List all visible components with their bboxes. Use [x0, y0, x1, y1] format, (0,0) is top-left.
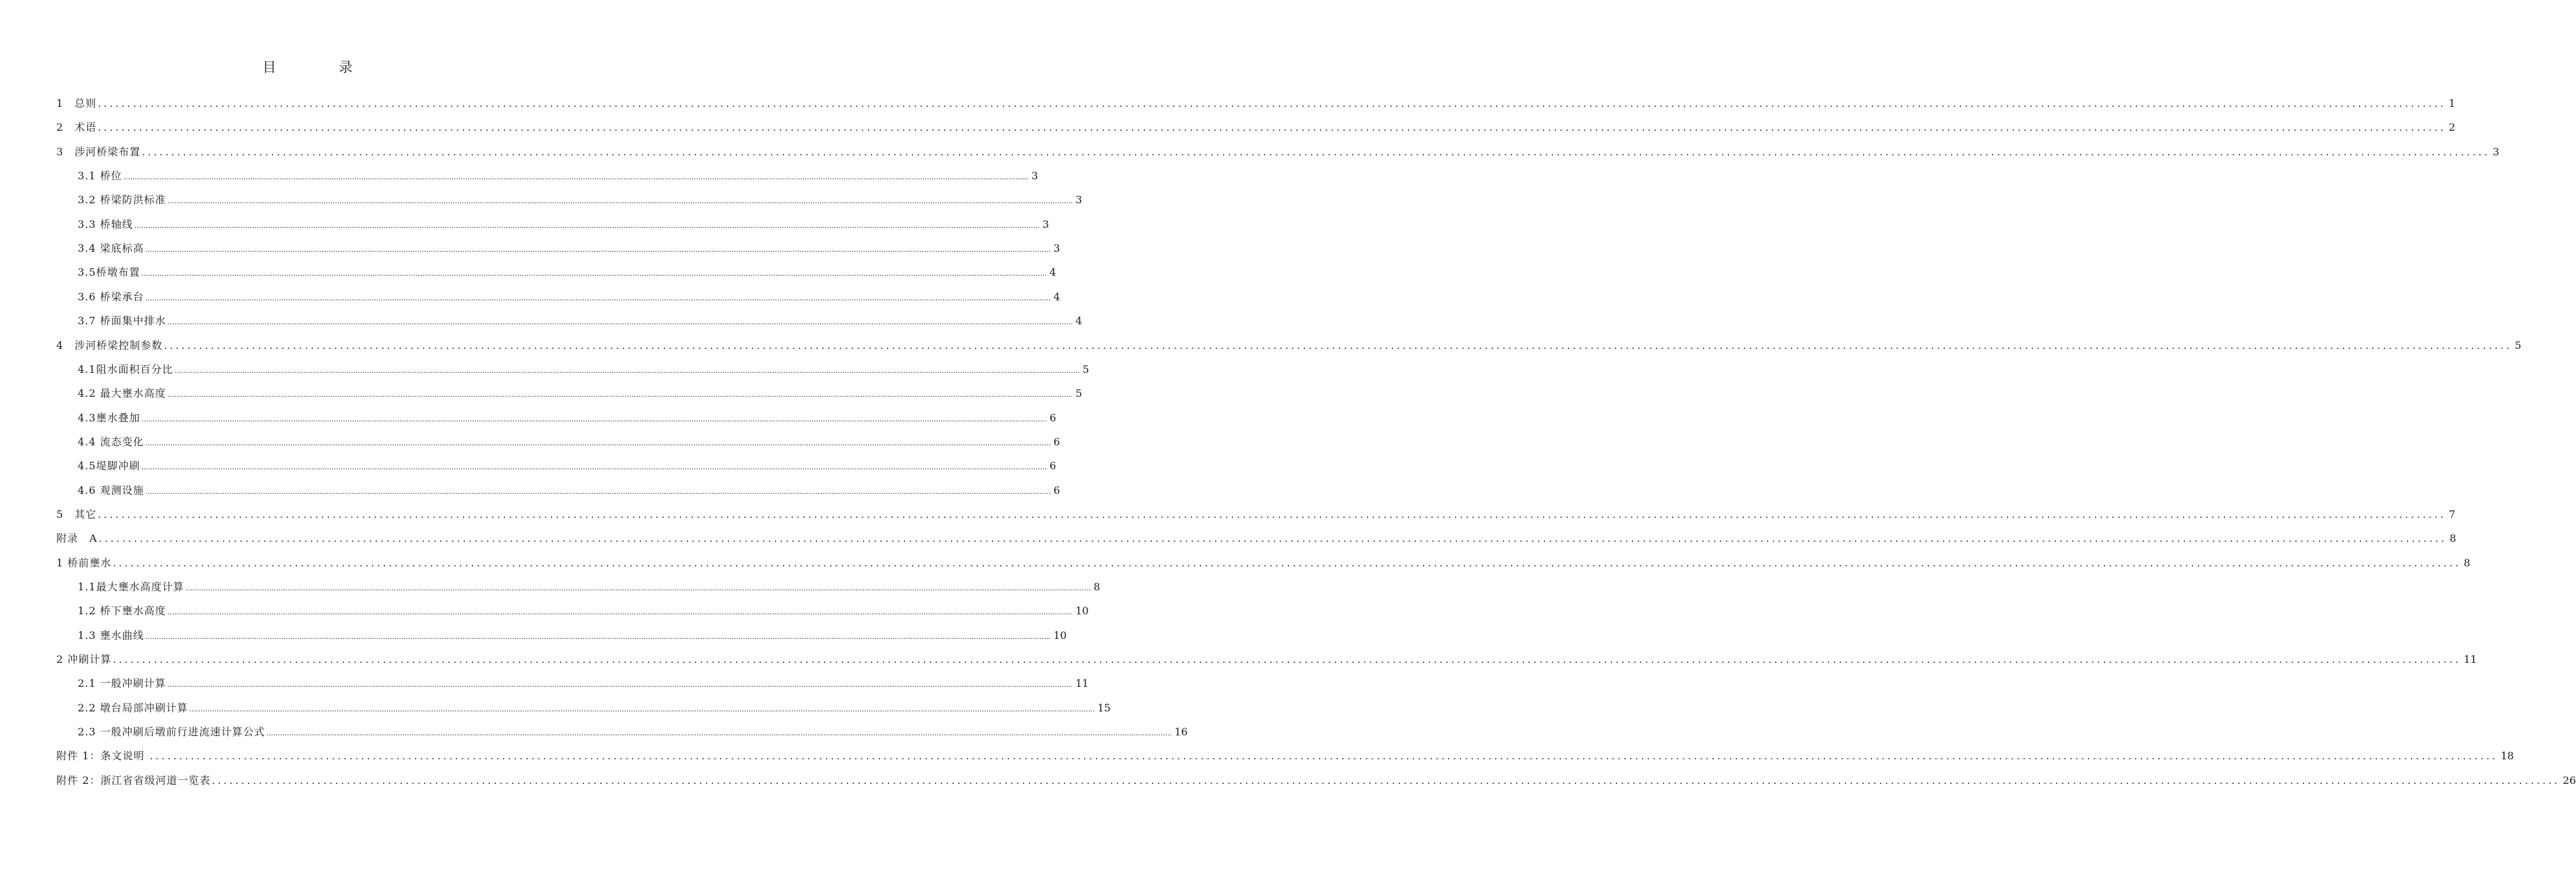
toc-subentry[interactable]: [78, 289, 1060, 305]
toc-entry[interactable]: [56, 338, 2522, 353]
toc-entry-label: 附件 2：浙江省省级河道一览表: [56, 774, 211, 786]
toc-entry-page: 7: [2448, 508, 2456, 520]
toc-entry-page: 3: [1075, 194, 1082, 206]
dot-leader: ................................................................................................................................................................................................................................................................................................................................................................................................................: [164, 339, 2513, 351]
dot-leader: ................................................................................................................................................................................................................................................................................................................................................................................................................: [142, 146, 2491, 158]
dot-leader: ................................................................................................................................................................................................................................................................................................................................................................................................................: [167, 390, 1073, 399]
dot-leader: ................................................................................................................................................................................................................................................................................................................................................................................................................: [98, 98, 2447, 109]
toc-subentry[interactable]: [78, 410, 1057, 426]
dot-leader: ................................................................................................................................................................................................................................................................................................................................................................................................................: [167, 608, 1073, 617]
toc-subentry[interactable]: [78, 168, 1038, 184]
toc-entry-page: 1: [2448, 97, 2456, 109]
toc-entry-page: 18: [2500, 750, 2514, 763]
toc-entry-label: 1.1最大壅水高度计算: [78, 581, 185, 593]
dot-leader: ................................................................................................................................................................................................................................................................................................................................................................................................................: [145, 632, 1051, 641]
toc-subentry[interactable]: [78, 265, 1057, 280]
toc-entry[interactable]: [56, 507, 2456, 522]
toc-entry[interactable]: [56, 652, 2477, 667]
toc-subentry[interactable]: [78, 603, 1089, 619]
toc-entry-label: 3.1 桥位: [78, 170, 122, 183]
toc-entry[interactable]: [56, 531, 2456, 546]
dot-leader: ................................................................................................................................................................................................................................................................................................................................................................................................................: [167, 318, 1073, 327]
toc-entry-label: 1.3 壅水曲线: [78, 629, 144, 641]
toc-entry-page: 8: [2449, 532, 2456, 545]
toc-entry-page: 3: [1031, 170, 1038, 183]
toc-entry-label: 4.6 观测设施: [78, 484, 144, 496]
toc-entry-page: 26: [2562, 774, 2576, 786]
dot-leader: ................................................................................................................................................................................................................................................................................................................................................................................................................: [141, 463, 1047, 472]
dot-leader: ................................................................................................................................................................................................................................................................................................................................................................................................................: [141, 269, 1047, 278]
toc-entry-page: 16: [1174, 726, 1188, 739]
toc-entry-label: 4.5堤脚冲刷: [78, 460, 140, 473]
toc-entry-label: 3.5桥墩布置: [78, 266, 140, 279]
toc-entry[interactable]: [56, 96, 2456, 111]
toc-subentry[interactable]: [78, 628, 1067, 643]
toc-subentry[interactable]: [78, 386, 1082, 401]
toc-entry[interactable]: [56, 120, 2456, 135]
toc-entry-label: 4.3壅水叠加: [78, 411, 140, 424]
toc-entry-label: 3.6 桥梁承台: [78, 290, 144, 303]
toc-entry-page: 6: [1053, 435, 1060, 448]
toc-entry-page: 4: [1075, 315, 1082, 328]
dot-leader: ................................................................................................................................................................................................................................................................................................................................................................................................................: [167, 197, 1073, 206]
toc-entry-label: 附件 1：条文说明: [56, 750, 149, 763]
toc-entry-page: 6: [1049, 460, 1057, 473]
toc-subentry[interactable]: [78, 700, 1111, 716]
dot-leader: ................................................................................................................................................................................................................................................................................................................................................................................................................: [98, 508, 2447, 520]
toc-subentry[interactable]: [78, 434, 1060, 450]
toc-entry[interactable]: [56, 555, 2470, 571]
toc-entry-label: 3 涉河桥梁布置: [56, 145, 141, 158]
toc-entry-label: 3.2 桥梁防洪标准: [78, 194, 166, 206]
toc-entry-page: 6: [1053, 484, 1060, 496]
dot-leader: ................................................................................................................................................................................................................................................................................................................................................................................................................: [134, 221, 1040, 230]
toc-entry-page: 11: [1075, 677, 1089, 690]
toc-entry-page: 10: [1075, 605, 1089, 618]
dot-leader: ................................................................................................................................................................................................................................................................................................................................................................................................................: [98, 122, 2447, 134]
dot-leader: ................................................................................................................................................................................................................................................................................................................................................................................................................: [98, 533, 2447, 545]
toc-entry-label: 附录 A: [56, 532, 98, 545]
toc-entry-label: 2 术语: [56, 121, 97, 134]
toc-entry-label: 3.7 桥面集中排水: [78, 315, 166, 328]
dot-leader: ................................................................................................................................................................................................................................................................................................................................................................................................................: [189, 704, 1095, 713]
toc-entry-label: 4 涉河桥梁控制参数: [56, 339, 163, 351]
toc-entry-page: 3: [2492, 145, 2500, 158]
dot-leader: ................................................................................................................................................................................................................................................................................................................................................................................................................: [145, 438, 1051, 447]
dot-leader: ................................................................................................................................................................................................................................................................................................................................................................................................................: [212, 774, 2560, 786]
toc-entry-page: 11: [2463, 653, 2477, 666]
toc-entry-label: 4.4 流态变化: [78, 435, 144, 448]
dot-leader: ................................................................................................................................................................................................................................................................................................................................................................................................................: [145, 245, 1051, 254]
toc-entry-label: 1 桥前壅水: [56, 556, 112, 569]
toc-entry-page: 3: [1042, 218, 1049, 230]
toc-entry-label: 3.3 桥轴线: [78, 218, 133, 230]
toc-subentry[interactable]: [78, 217, 1049, 232]
toc-entry-page: 3: [1053, 242, 1060, 255]
toc-entry[interactable]: [56, 144, 2500, 160]
dot-leader: ................................................................................................................................................................................................................................................................................................................................................................................................................: [266, 729, 1172, 738]
toc-subentry[interactable]: [78, 362, 1090, 377]
dot-leader: ................................................................................................................................................................................................................................................................................................................................................................................................................: [174, 366, 1081, 375]
dot-leader: ................................................................................................................................................................................................................................................................................................................................................................................................................: [145, 487, 1051, 496]
toc-subentry[interactable]: [78, 724, 1188, 740]
toc-entry-label: 4.2 最大壅水高度: [78, 387, 166, 400]
dot-leader: ................................................................................................................................................................................................................................................................................................................................................................................................................: [113, 557, 2461, 569]
dot-leader: ................................................................................................................................................................................................................................................................................................................................................................................................................: [145, 293, 1051, 302]
toc-subentry[interactable]: [78, 676, 1089, 691]
toc-subentry[interactable]: [78, 483, 1060, 498]
toc-entry-page: 10: [1053, 629, 1067, 641]
toc-entry-page: 5: [1075, 387, 1082, 400]
toc-entry-label: 1.2 桥下壅水高度: [78, 605, 166, 618]
toc-entry-label: 2.2 墩台局部冲刷计算: [78, 701, 188, 714]
dot-leader: ................................................................................................................................................................................................................................................................................................................................................................................................................: [113, 654, 2461, 666]
toc-entry-page: 4: [1053, 290, 1060, 303]
toc-subentry[interactable]: [78, 313, 1082, 329]
toc-entry-label: 3.4 梁底标高: [78, 242, 144, 255]
toc-entry-page: 5: [2514, 339, 2522, 351]
toc-entry-page: 6: [1049, 411, 1057, 424]
toc-entry-page: 4: [1049, 266, 1057, 279]
toc-entry-page: 5: [1082, 362, 1090, 375]
toc-entry-page: 15: [1097, 701, 1111, 714]
toc-subentry[interactable]: [78, 241, 1060, 256]
toc-title: 目 录: [262, 60, 377, 75]
dot-leader: ................................................................................................................................................................................................................................................................................................................................................................................................................: [185, 584, 1092, 592]
toc-subentry[interactable]: [78, 579, 1101, 595]
toc-entry-label: 1 总则: [56, 97, 97, 109]
dot-leader: ................................................................................................................................................................................................................................................................................................................................................................................................................: [167, 680, 1073, 689]
dot-leader: ................................................................................................................................................................................................................................................................................................................................................................................................................: [150, 750, 2498, 763]
toc-entry-label: 4.1阻水面积百分比: [78, 362, 174, 375]
toc-entry-page: 2: [2448, 121, 2456, 134]
toc-subentry[interactable]: [78, 458, 1057, 474]
toc-entry-page: 8: [2463, 556, 2470, 569]
toc-subentry[interactable]: [78, 192, 1082, 208]
toc-entry[interactable]: [56, 748, 2514, 764]
toc-entry-label: 2.3 一般冲刷后墩前行进流速计算公式: [78, 726, 265, 739]
dot-leader: ................................................................................................................................................................................................................................................................................................................................................................................................................: [123, 173, 1029, 182]
toc-entry[interactable]: [56, 773, 2576, 788]
toc-entry-label: 5 其它: [56, 508, 97, 520]
toc-entry-label: 2.1 一般冲刷计算: [78, 677, 166, 690]
toc-entry-page: 8: [1093, 581, 1101, 593]
dot-leader: ................................................................................................................................................................................................................................................................................................................................................................................................................: [141, 414, 1047, 423]
toc-entry-label: 2 冲刷计算: [56, 653, 112, 666]
